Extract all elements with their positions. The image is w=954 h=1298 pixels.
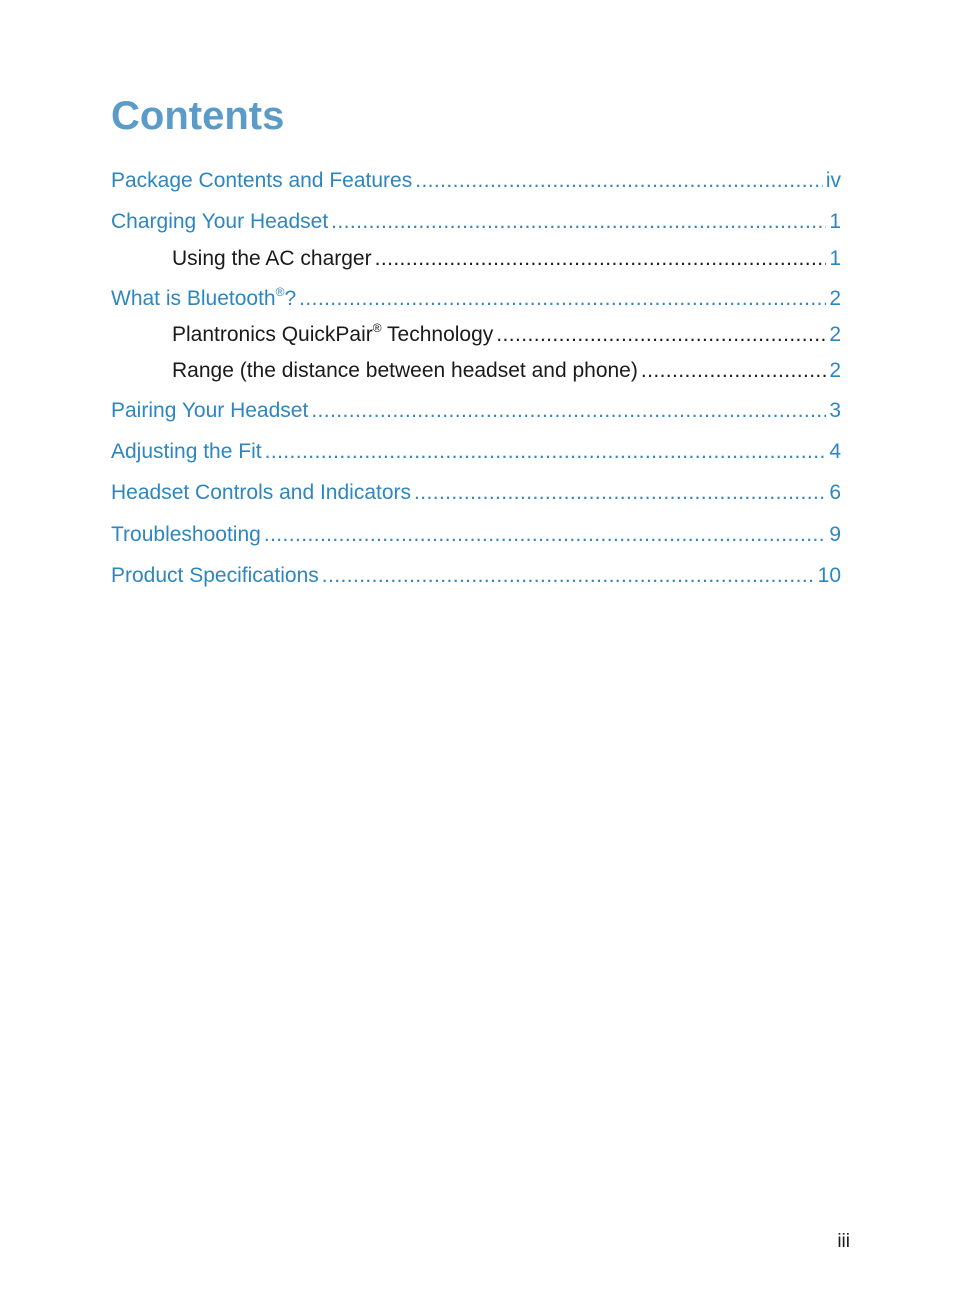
dot-leader: [496, 320, 826, 350]
toc-entry-troubleshooting[interactable]: [111, 520, 841, 550]
dot-leader: [322, 561, 815, 591]
toc-page-number: 10: [817, 564, 841, 587]
toc-entry-label: Using the AC charger: [172, 247, 372, 270]
toc-page-number: 6: [829, 481, 841, 504]
dot-leader: [299, 284, 826, 314]
toc-page-number: 1: [829, 210, 841, 233]
page-number: iii: [837, 1231, 850, 1252]
toc-entry-label: Plantronics QuickPair® Technology: [172, 321, 494, 346]
toc-entry-label: Adjusting the Fit: [111, 440, 262, 463]
toc-page-number: 9: [829, 523, 841, 546]
toc-entry-specifications[interactable]: [111, 561, 841, 591]
toc-page-number: 2: [829, 359, 841, 382]
toc-entry-range[interactable]: [172, 356, 841, 386]
dot-leader: [414, 478, 826, 508]
registered-mark: ®: [372, 321, 382, 335]
toc-entry-label: Troubleshooting: [111, 523, 261, 546]
toc-page-number: 1: [829, 247, 841, 270]
toc-page-number: 2: [829, 323, 841, 346]
dot-leader: [641, 356, 826, 386]
toc-entry-label: Range (the distance between headset and phone): [172, 359, 638, 382]
registered-mark: ®: [275, 285, 285, 299]
toc-entry-controls[interactable]: [111, 478, 841, 508]
toc-entry-adjusting-fit[interactable]: [111, 437, 841, 467]
toc-entry-label: Pairing Your Headset: [111, 399, 309, 422]
toc-entry-package-contents[interactable]: [111, 166, 841, 196]
toc-entry-label: Package Contents and Features: [111, 169, 413, 192]
toc-entry-quickpair[interactable]: [172, 320, 841, 350]
toc-entry-pairing[interactable]: [111, 396, 841, 426]
toc-entry-label: What is Bluetooth®?: [111, 285, 297, 310]
dot-leader: [375, 244, 827, 274]
toc-entry-bluetooth[interactable]: [111, 284, 841, 314]
dot-leader: [415, 166, 823, 196]
toc-page-number: 2: [829, 287, 841, 310]
dot-leader: [265, 437, 827, 467]
toc-entry-ac-charger[interactable]: [172, 244, 841, 274]
toc-entry-label: Headset Controls and Indicators: [111, 481, 411, 504]
toc-entry-label: Product Specifications: [111, 564, 319, 587]
toc-page-number: 3: [829, 399, 841, 422]
toc-entry-label: Charging Your Headset: [111, 210, 329, 233]
page-title: Contents: [111, 94, 285, 138]
dot-leader: [264, 520, 826, 550]
dot-leader: [331, 207, 826, 237]
toc-page-number: iv: [825, 169, 841, 192]
toc-page-number: 4: [829, 440, 841, 463]
table-of-contents: [111, 0, 841, 600]
toc-entry-charging[interactable]: [111, 207, 841, 237]
dot-leader: [311, 396, 826, 426]
